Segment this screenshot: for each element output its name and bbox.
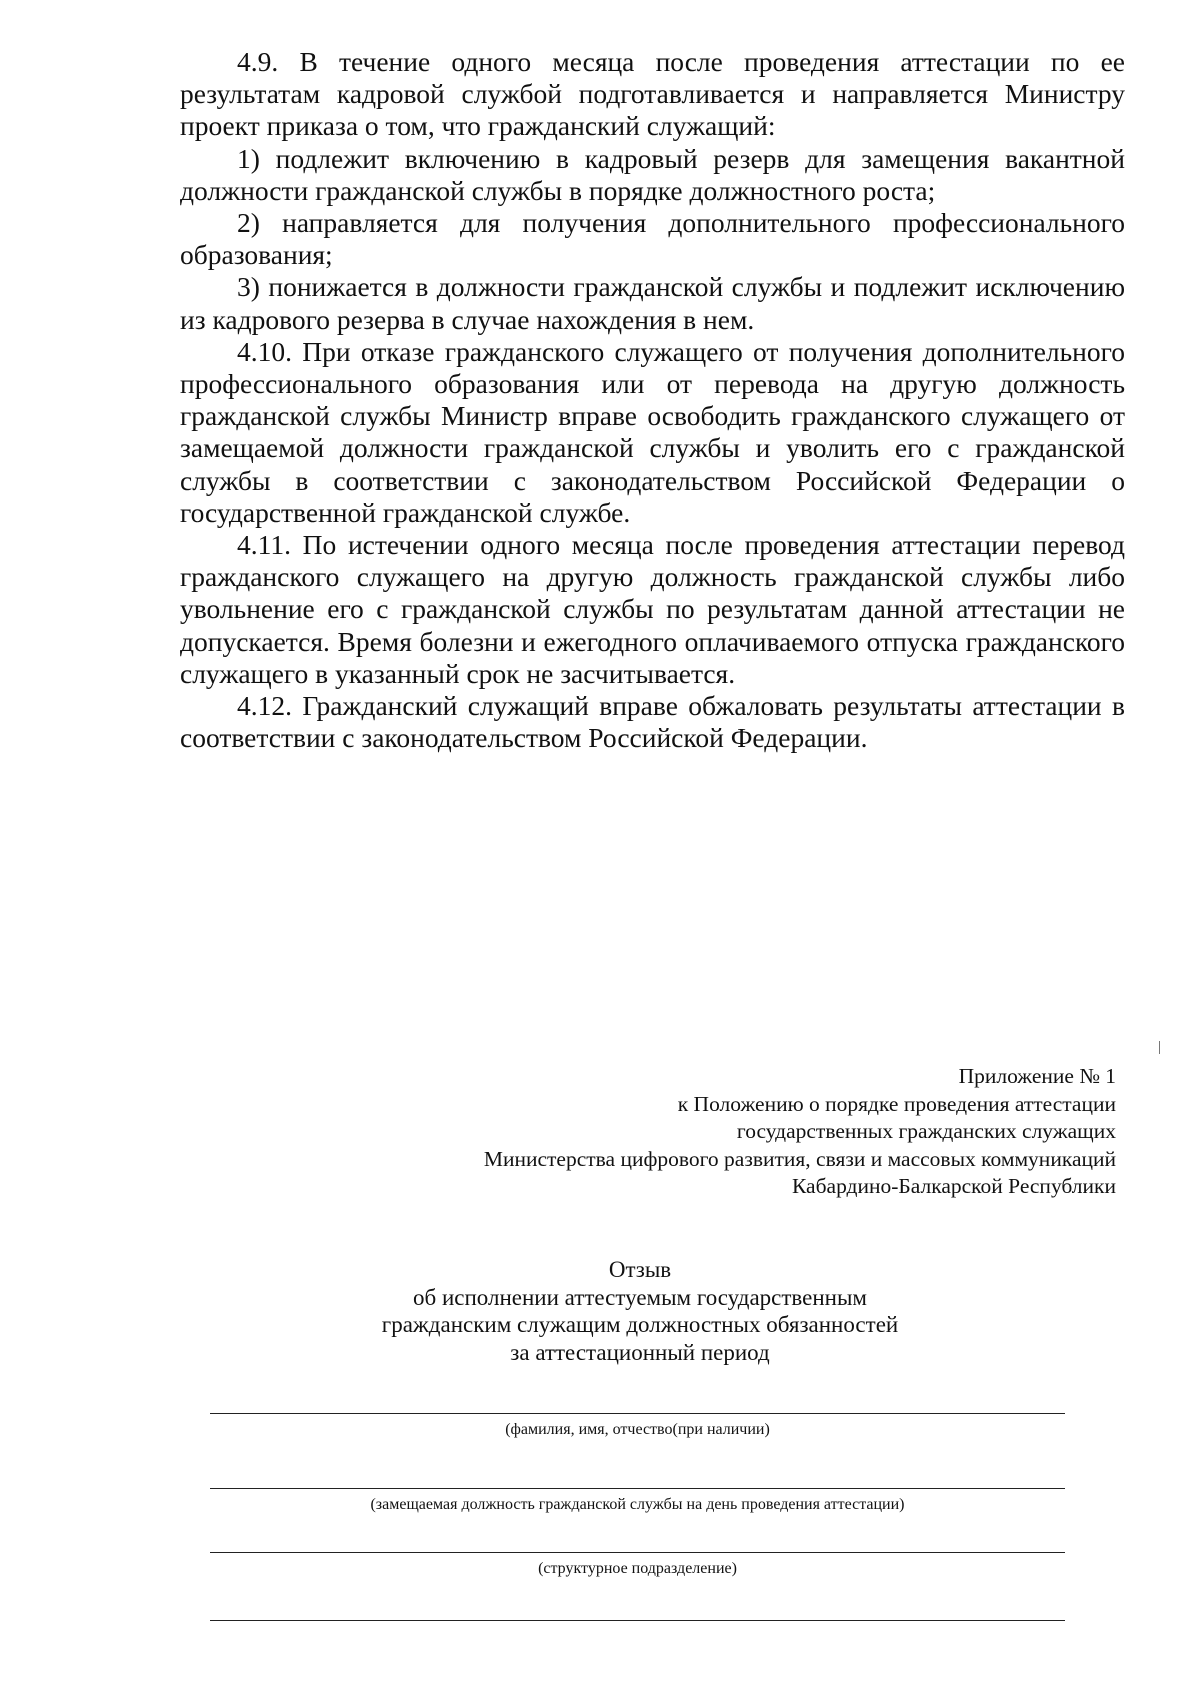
name-field [210, 1413, 1065, 1440]
body-text [180, 46, 1125, 754]
appendix-heading [296, 1063, 1116, 1201]
division-caption: (структурное подразделение) [538, 1560, 737, 1577]
paragraph-4-11: 4.11. По истечении одного месяца после проведения аттестации перевод гражданского служащего на другую должность гражданской службы либо увольнение его с гражданской службы по результатам данной аттестации не допускается. Время болезни и ежегодного оплачиваемого отпуска гражданского служащего в указанный срок не засчитывается. [180, 529, 1125, 689]
margin-mark [1159, 1041, 1160, 1054]
review-subtitle-line: гражданским служащим должностных обязанностей [381, 1312, 899, 1337]
fill-in-line [210, 1620, 1065, 1621]
review-subtitle-line: за аттестационный период [510, 1339, 770, 1365]
position-field [210, 1488, 1065, 1515]
position-caption: (замещаемая должность гражданской службы на день проведения аттестации) [370, 1496, 905, 1513]
paragraph-4-9: 4.9. В течение одного месяца после проведения аттестации по ее результатам кадровой службой подготавливается и направляется Министру проект приказа о том, что гражданский служащий: [180, 46, 1125, 142]
list-item-3: 3) понижается в должности гражданской службы и подлежит исключению из кадрового резерва в случае нахождения в нем. [180, 271, 1125, 335]
review-heading [310, 1256, 970, 1366]
name-caption: (фамилия, имя, отчество(при наличии) [505, 1421, 770, 1438]
appendix-line: государственных гражданских служащих [736, 1119, 1116, 1143]
paragraph-4-10: 4.10. При отказе гражданского служащего от получения дополнительного профессионального образования или от перевода на другую должность гражданской службы Министр вправе освободить гражданского служащего от замещаемой должности гражданской службы и уволить его с гражданской службы в соответствии с законодательством Российской Федерации о государственной гражданской службе. [180, 335, 1125, 528]
appendix-line: к Положению о порядке проведения аттестации [677, 1091, 1116, 1116]
review-subtitle-line: об исполнении аттестуемым государственным [413, 1284, 867, 1310]
review-title: Отзыв [608, 1257, 672, 1282]
appendix-line: Кабардино-Балкарской Республики [791, 1174, 1116, 1198]
fill-in-line [210, 1552, 1065, 1553]
appendix-number: Приложение № 1 [958, 1064, 1116, 1088]
fill-in-line [210, 1413, 1065, 1414]
list-item-2: 2) направляется для получения дополнительного профессионального образования; [180, 207, 1125, 271]
extra-field [210, 1620, 1065, 1621]
list-item-1: 1) подлежит включению в кадровый резерв для замещения вакантной должности гражданской службы в порядке должностного роста; [180, 142, 1125, 206]
paragraph-4-12: 4.12. Гражданский служащий вправе обжаловать результаты аттестации в соответствии с законодательством Российской Федерации. [180, 690, 1125, 754]
appendix-line: Министерства цифрового развития, связи и массовых коммуникаций [483, 1146, 1116, 1171]
fill-in-line [210, 1488, 1065, 1489]
division-field [210, 1552, 1065, 1579]
